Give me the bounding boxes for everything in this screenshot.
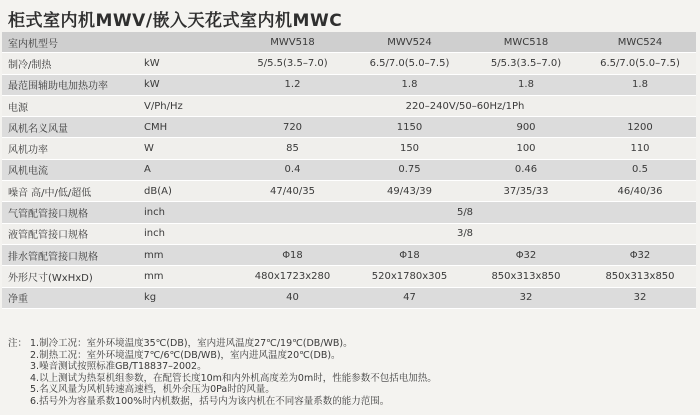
row-value: 32 — [468, 287, 584, 308]
table-row — [2, 138, 696, 159]
row-value: 1150 — [351, 117, 468, 138]
table-row — [2, 95, 696, 116]
row-value: 150 — [351, 138, 468, 159]
row-value: 6.5/7.0(5.0–7.5) — [351, 53, 468, 74]
row-value: 1.8 — [584, 74, 696, 95]
row-merged-value: 220–240V/50–60Hz/1Ph — [234, 95, 696, 116]
note-item: 2.制热工况：室外环境温度7℃/6℃(DB/WB)，室内进风温度20℃(DB)。 — [30, 349, 341, 361]
row-value: 720 — [234, 117, 351, 138]
row-unit: dB(A) — [140, 181, 234, 202]
row-label: 外形尺寸(WxHxD) — [2, 266, 140, 287]
note-item: 5.名义风量为风机转速高速档，机外余压为0Pa时的风量。 — [30, 384, 275, 396]
row-unit: kW — [140, 53, 234, 74]
header-model: MWV524 — [351, 32, 468, 53]
row-value: 480x1723x280 — [234, 266, 351, 287]
table-row — [2, 117, 696, 138]
row-merged-value: 5/8 — [234, 202, 696, 223]
row-unit: kW — [140, 74, 234, 95]
notes-head: 注： — [8, 338, 28, 349]
row-value: 850x313x850 — [584, 266, 696, 287]
row-label: 净重 — [2, 287, 140, 308]
table-row — [2, 202, 696, 223]
row-unit: A — [140, 159, 234, 180]
table-row — [2, 287, 696, 308]
row-value: 85 — [234, 138, 351, 159]
table-row — [2, 181, 696, 202]
note-item: 6.括号外为容量系数100%时内机数据，括号内为该内机在不同容量系数的能力范围。 — [30, 395, 390, 407]
notes — [8, 338, 437, 408]
row-merged-value: 3/8 — [234, 223, 696, 244]
notes-list — [8, 338, 437, 408]
table-row — [2, 74, 696, 95]
row-value: 5/5.5(3.5–7.0) — [234, 53, 351, 74]
row-label: 风机功率 — [2, 138, 140, 159]
table-header-row — [2, 32, 696, 53]
row-label: 噪音 高/中/低/超低 — [2, 181, 140, 202]
table-row — [2, 159, 696, 180]
row-value: 1.8 — [468, 74, 584, 95]
row-value: 47 — [351, 287, 468, 308]
row-value: Φ32 — [468, 244, 584, 265]
row-label: 风机电流 — [2, 159, 140, 180]
row-value: 0.4 — [234, 159, 351, 180]
row-value: 46/40/36 — [584, 181, 696, 202]
note-item: 3.噪音测试按照标准GB/T18837–2002。 — [30, 361, 207, 373]
row-label: 气管配管接口规格 — [2, 202, 140, 223]
row-value: 5/5.3(3.5–7.0) — [468, 53, 584, 74]
row-label: 最范围辅助电加热功率 — [2, 74, 140, 95]
row-value: Φ18 — [234, 244, 351, 265]
row-label: 电源 — [2, 95, 140, 116]
spec-table-body — [2, 32, 696, 308]
row-value: Φ18 — [351, 244, 468, 265]
row-unit: CMH — [140, 117, 234, 138]
row-unit: inch — [140, 223, 234, 244]
row-label: 制冷/制热 — [2, 53, 140, 74]
row-label: 液管配管接口规格 — [2, 223, 140, 244]
header-label: 室内机型号 — [2, 32, 234, 53]
row-value: 47/40/35 — [234, 181, 351, 202]
row-value: 520x1780x305 — [351, 266, 468, 287]
row-value: 0.5 — [584, 159, 696, 180]
row-label: 排水管配管接口规格 — [2, 244, 140, 265]
table-row — [2, 266, 696, 287]
row-value: 1.2 — [234, 74, 351, 95]
table-row — [2, 244, 696, 265]
row-unit: W — [140, 138, 234, 159]
header-model: MWC518 — [468, 32, 584, 53]
row-unit: mm — [140, 244, 234, 265]
row-value: 40 — [234, 287, 351, 308]
row-value: 110 — [584, 138, 696, 159]
spec-table — [2, 32, 696, 309]
header-model: MWC524 — [584, 32, 696, 53]
note-item: 1.制冷工况：室外环境温度35℃(DB)，室内进风温度27℃/19℃(DB/WB)。 — [30, 338, 353, 349]
row-value: 100 — [468, 138, 584, 159]
row-value: 37/35/33 — [468, 181, 584, 202]
row-value: 0.75 — [351, 159, 468, 180]
row-value: 1200 — [584, 117, 696, 138]
row-label: 风机名义风量 — [2, 117, 140, 138]
page-title: 柜式室内机MWV/嵌入天花式室内机MWC — [8, 11, 343, 31]
table-row — [2, 223, 696, 244]
row-value: 49/43/39 — [351, 181, 468, 202]
row-value: 900 — [468, 117, 584, 138]
row-value: 6.5/7.0(5.0–7.5) — [584, 53, 696, 74]
row-value: 32 — [584, 287, 696, 308]
row-value: 1.8 — [351, 74, 468, 95]
header-model: MWV518 — [234, 32, 351, 53]
row-value: 0.46 — [468, 159, 584, 180]
row-value: Φ32 — [584, 244, 696, 265]
note-item: 4.以上测试为热泵机组参数，在配管长度10m和内外机高度差为0m时，性能参数不包括电加热。 — [30, 372, 437, 384]
row-unit: inch — [140, 202, 234, 223]
table-row — [2, 53, 696, 74]
row-unit: V/Ph/Hz — [140, 95, 234, 116]
row-value: 850x313x850 — [468, 266, 584, 287]
row-unit: mm — [140, 266, 234, 287]
row-unit: kg — [140, 287, 234, 308]
